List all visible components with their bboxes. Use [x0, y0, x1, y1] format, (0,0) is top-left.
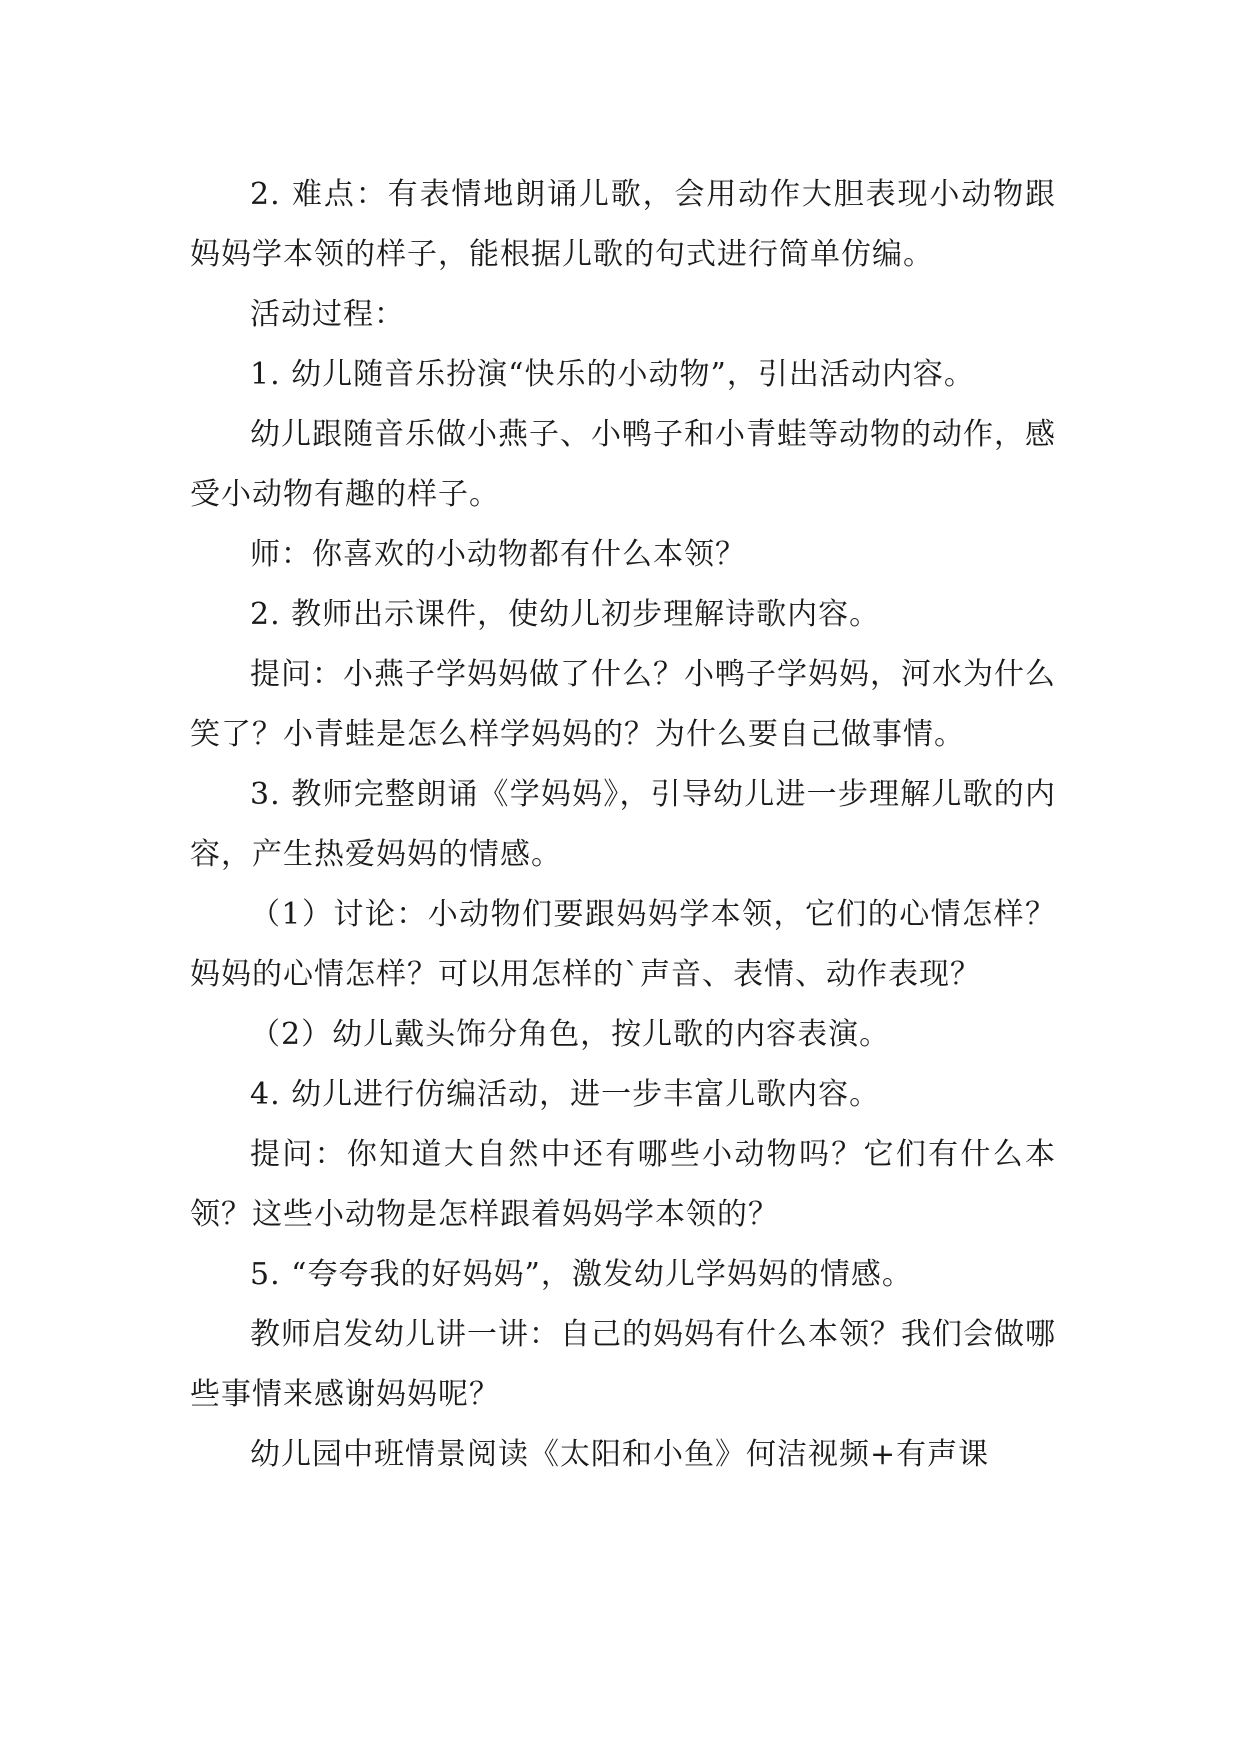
paragraph-step-2: 2. 教师出示课件，使幼儿初步理解诗歌内容。	[250, 597, 881, 632]
paragraph-step-3-performance: （2）幼儿戴头饰分角色，按儿歌的内容表演。	[250, 1017, 891, 1052]
paragraph-step-3: 3. 教师完整朗诵《学妈妈》，引导幼儿进一步理解儿歌的内容，产生热爱妈妈的情感。	[190, 777, 1056, 872]
paragraph-step-3-discussion: （1）讨论：小动物们要跟妈妈学本领，它们的心情怎样？妈妈的心情怎样？可以用怎样的`声音、表情、动作表现？	[190, 897, 1056, 992]
paragraph-activity-process-heading: 活动过程：	[250, 297, 405, 332]
paragraph-step-1: 1. 幼儿随音乐扮演“快乐的小动物”，引出活动内容。	[250, 357, 975, 392]
paragraph-step-1-detail: 幼儿跟随音乐做小燕子、小鸭子和小青蛙等动物的动作，感受小动物有趣的样子。	[190, 417, 1056, 512]
paragraph-step-4: 4. 幼儿进行仿编活动，进一步丰富儿歌内容。	[250, 1077, 881, 1112]
paragraph-difficulty: 2. 难点：有表情地朗诵儿歌，会用动作大胆表现小动物跟妈妈学本领的样子，能根据儿歌的句式进行简单仿编。	[190, 177, 1056, 272]
paragraph-step-5-detail: 教师启发幼儿讲一讲：自己的妈妈有什么本领？我们会做哪些事情来感谢妈妈呢？	[190, 1317, 1056, 1412]
paragraph-step-4-questions: 提问：你知道大自然中还有哪些小动物吗？它们有什么本领？这些小动物是怎样跟着妈妈学本领的？	[190, 1137, 1056, 1232]
paragraph-step-5: 5. “夸夸我的好妈妈”，激发幼儿学妈妈的情感。	[250, 1257, 913, 1292]
paragraph-next-lesson-title: 幼儿园中班情景阅读《太阳和小鱼》何洁视频+有声课	[250, 1437, 990, 1472]
paragraph-teacher-question: 师：你喜欢的小动物都有什么本领？	[250, 537, 746, 572]
paragraph-step-2-questions: 提问：小燕子学妈妈做了什么？小鸭子学妈妈，河水为什么笑了？小青蛙是怎么样学妈妈的？为什么要自己做事情。	[190, 657, 1056, 752]
document-body	[190, 165, 1056, 1485]
